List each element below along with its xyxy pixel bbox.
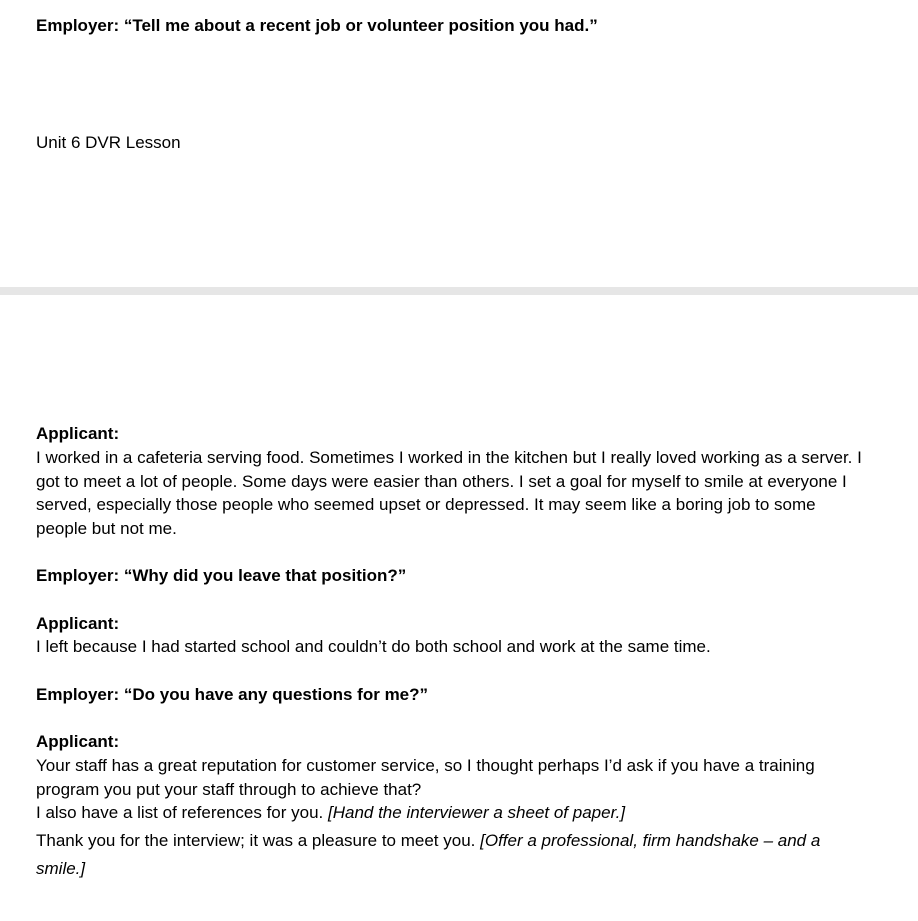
- applicant-label: Applicant:: [36, 424, 120, 443]
- applicant-label: Applicant:: [36, 614, 120, 633]
- thanks-stage-note: [Offer a professional, firm handshake – and a smile.]: [36, 831, 821, 878]
- applicant-answer-questions: Your staff has a great reputation for customer service, so I thought perhaps I’d ask if you have a training program you put your staff through to achieve that?: [36, 756, 815, 799]
- page-footer: Unit 6 DVR Lesson: [36, 133, 181, 152]
- thanks-line: [36, 827, 866, 883]
- page-top: [0, 0, 918, 287]
- page-break: [0, 287, 918, 295]
- references-line: [36, 801, 625, 825]
- employer-question-recent-job: Employer: “Tell me about a recent job or volunteer position you had.”: [36, 16, 598, 35]
- applicant-answer-leave: I left because I had started school and couldn’t do both school and work at the same time.: [36, 637, 711, 656]
- applicant-answer-recent-job: I worked in a cafeteria serving food. Sometimes I worked in the kitchen but I really loved working as a server. I got to meet a lot of people. Some days were easier than others. I set a goal for myself to smile at everyone I served, especially those people who seemed upset or depressed. It may seem like a boring job to some people but not me.: [36, 448, 862, 538]
- employer-question-questions: Employer: “Do you have any questions for me?”: [36, 685, 429, 704]
- page-bottom: [0, 295, 918, 921]
- references-stage-note: [Hand the interviewer a sheet of paper.]: [328, 803, 626, 822]
- thanks-text: Thank you for the interview; it was a pleasure to meet you.: [36, 831, 476, 850]
- references-text: I also have a list of references for you.: [36, 803, 324, 822]
- applicant-label: Applicant:: [36, 732, 120, 751]
- employer-question-leave: Employer: “Why did you leave that position?”: [36, 566, 407, 585]
